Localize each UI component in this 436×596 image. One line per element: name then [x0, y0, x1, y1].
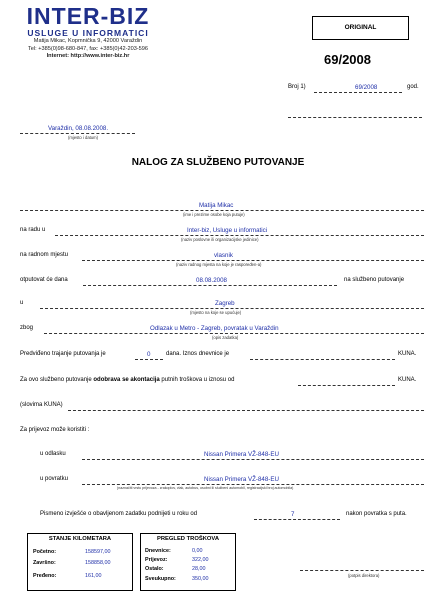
- broj-line: [314, 92, 402, 93]
- travel-label: otputovat će dana: [20, 277, 68, 283]
- broj-value: 69/2008: [355, 84, 378, 91]
- duration-currency: KUNA.: [398, 351, 417, 357]
- place-date-caption: (mjesto i datum): [68, 135, 99, 140]
- travel-suffix: na službeno putovanje: [344, 277, 405, 283]
- cost-transport-label-text: Prijevoz:: [145, 557, 168, 563]
- km-traveled-label-text: Pređeno:: [33, 573, 57, 579]
- km-start-label: [33, 549, 56, 555]
- logo-phone: Tel: +385(0)98-680-847, fax: +385(0)42-203-596: [27, 45, 149, 52]
- person-caption: (ime i prezime osobe koja putuje): [183, 212, 245, 217]
- advance-label-c: putnih troškova u iznosu od: [159, 377, 235, 383]
- travel-date-value: 08.08.2008: [196, 277, 227, 284]
- daily-rate-line: [250, 359, 395, 360]
- position-value: vlasnik: [214, 252, 233, 259]
- place-date-value: Varaždin, 08.08.2008.: [48, 125, 109, 132]
- advance-line: [298, 385, 395, 386]
- advance-label: [20, 377, 234, 383]
- cost-transport-label: [145, 557, 167, 563]
- km-box-title: STANJE KILOMETARA: [48, 536, 112, 542]
- position-label: na radnom mjestu: [20, 252, 69, 258]
- cost-daily-label-text: Dnevnice:: [145, 548, 171, 554]
- reason-label: zbog: [20, 325, 34, 331]
- transport-label: Za prijevoz može koristiti :: [20, 427, 90, 433]
- broj-suffix: god.: [407, 84, 419, 90]
- place-date-line: [20, 133, 135, 134]
- advance-label-b: odobrava se akontacija: [93, 377, 160, 383]
- duration-label: Predviđeno trajanje putovanja je: [20, 351, 106, 357]
- transport-caption: (naznačiti vrstu prijevoza - zrakoplov, vlak, autobus, osobni ili službeni automobil, registracijski broj automobila): [117, 486, 294, 490]
- document-number: 69/2008: [324, 52, 371, 67]
- blank-line-1: [288, 117, 422, 118]
- cost-other-label-text: Ostalo:: [145, 566, 164, 572]
- logo-internet-label: Internet:: [46, 53, 69, 59]
- km-end-label: [33, 560, 56, 566]
- travel-line: [83, 285, 337, 286]
- reason-value: Odlazak u Metro - Zagreb, povratak u Varaždin: [150, 325, 279, 332]
- return-line: [82, 484, 424, 485]
- position-line: [82, 260, 424, 261]
- work-line: [55, 235, 424, 236]
- company-logo: [18, 5, 158, 61]
- logo-subtitle: USLUGE U INFORMATICI: [27, 28, 149, 38]
- reason-line: [44, 333, 424, 334]
- return-label: u povratku: [40, 476, 69, 482]
- advance-label-a: Za ovo službeno putovanje: [20, 377, 94, 383]
- words-line: [68, 410, 424, 411]
- departure-value: Nissan Primera VŽ-848-EU: [204, 451, 279, 458]
- cost-daily-label: [145, 548, 171, 554]
- reason-caption: (opis zadatka): [212, 335, 239, 340]
- cost-daily-value: 0,00: [192, 548, 203, 554]
- departure-label: u odlasku: [40, 451, 66, 457]
- work-caption: (naziv poslovne ili organizacijske jedinice): [181, 237, 259, 242]
- report-line: [254, 519, 340, 520]
- broj-label: Broj 1): [288, 84, 306, 90]
- to-caption: (mjesto na koje se upućuje): [190, 310, 242, 315]
- cost-box-title: PREGLED TROŠKOVA: [156, 536, 220, 542]
- person-value: Matija Mikac: [199, 202, 234, 209]
- signature-caption: (potpis direktora): [348, 573, 380, 578]
- to-value: Zagreb: [215, 300, 235, 307]
- signature-line: [300, 570, 424, 571]
- km-start-value: 158597,00: [85, 549, 111, 555]
- cost-other-value: 28,00: [192, 566, 206, 572]
- duration-value: 0: [147, 351, 151, 358]
- logo-address: Matija Mikac, Kopmnička 9, 42000 Varaždin: [33, 38, 143, 44]
- cost-transport-value: 322,00: [192, 557, 209, 563]
- report-label: Pismeno izvješće o obavljenom zadatku podnijeti u roku od: [40, 511, 198, 517]
- advance-currency: KUNA.: [398, 377, 417, 383]
- km-traveled-value: 161,00: [85, 573, 102, 579]
- cost-total-value: 350,00: [192, 576, 209, 582]
- km-end-label-text: Završno:: [33, 560, 56, 566]
- logo-internet: [18, 53, 158, 61]
- duration-line: [135, 359, 163, 360]
- departure-line: [82, 459, 424, 460]
- work-label: na radu u: [20, 227, 46, 233]
- report-suffix: nakon povratka s puta.: [346, 511, 407, 517]
- page-title: NALOG ZA SLUŽBENO PUTOVANJE: [131, 157, 305, 168]
- position-caption: (naziv radnog mjesta na koje je raspoređen-a): [176, 262, 262, 267]
- logo-title: INTER-BIZ: [26, 3, 150, 29]
- cost-other-label: [145, 566, 164, 572]
- km-end-value: 158858,00: [85, 560, 111, 566]
- words-label: (slovima KUNA): [20, 402, 63, 408]
- report-value: 7: [291, 511, 295, 518]
- original-label: ORIGINAL: [344, 24, 377, 31]
- original-box: [312, 16, 409, 40]
- cost-total-label-text: Sveukupno:: [145, 576, 176, 582]
- person-line: [20, 210, 424, 211]
- cost-total-label: [145, 576, 176, 582]
- duration-mid: dana. Iznos dnevnice je: [166, 351, 230, 357]
- work-value: Inter-biz, Usluge u informatici: [187, 227, 268, 234]
- to-label: u: [20, 300, 24, 306]
- km-traveled-label: [33, 573, 56, 579]
- return-value: Nissan Primera VŽ-848-EU: [204, 476, 279, 483]
- km-start-label-text: Početno:: [33, 549, 57, 555]
- logo-internet-url: http://www.inter-biz.hr: [70, 53, 130, 59]
- to-line: [40, 308, 424, 309]
